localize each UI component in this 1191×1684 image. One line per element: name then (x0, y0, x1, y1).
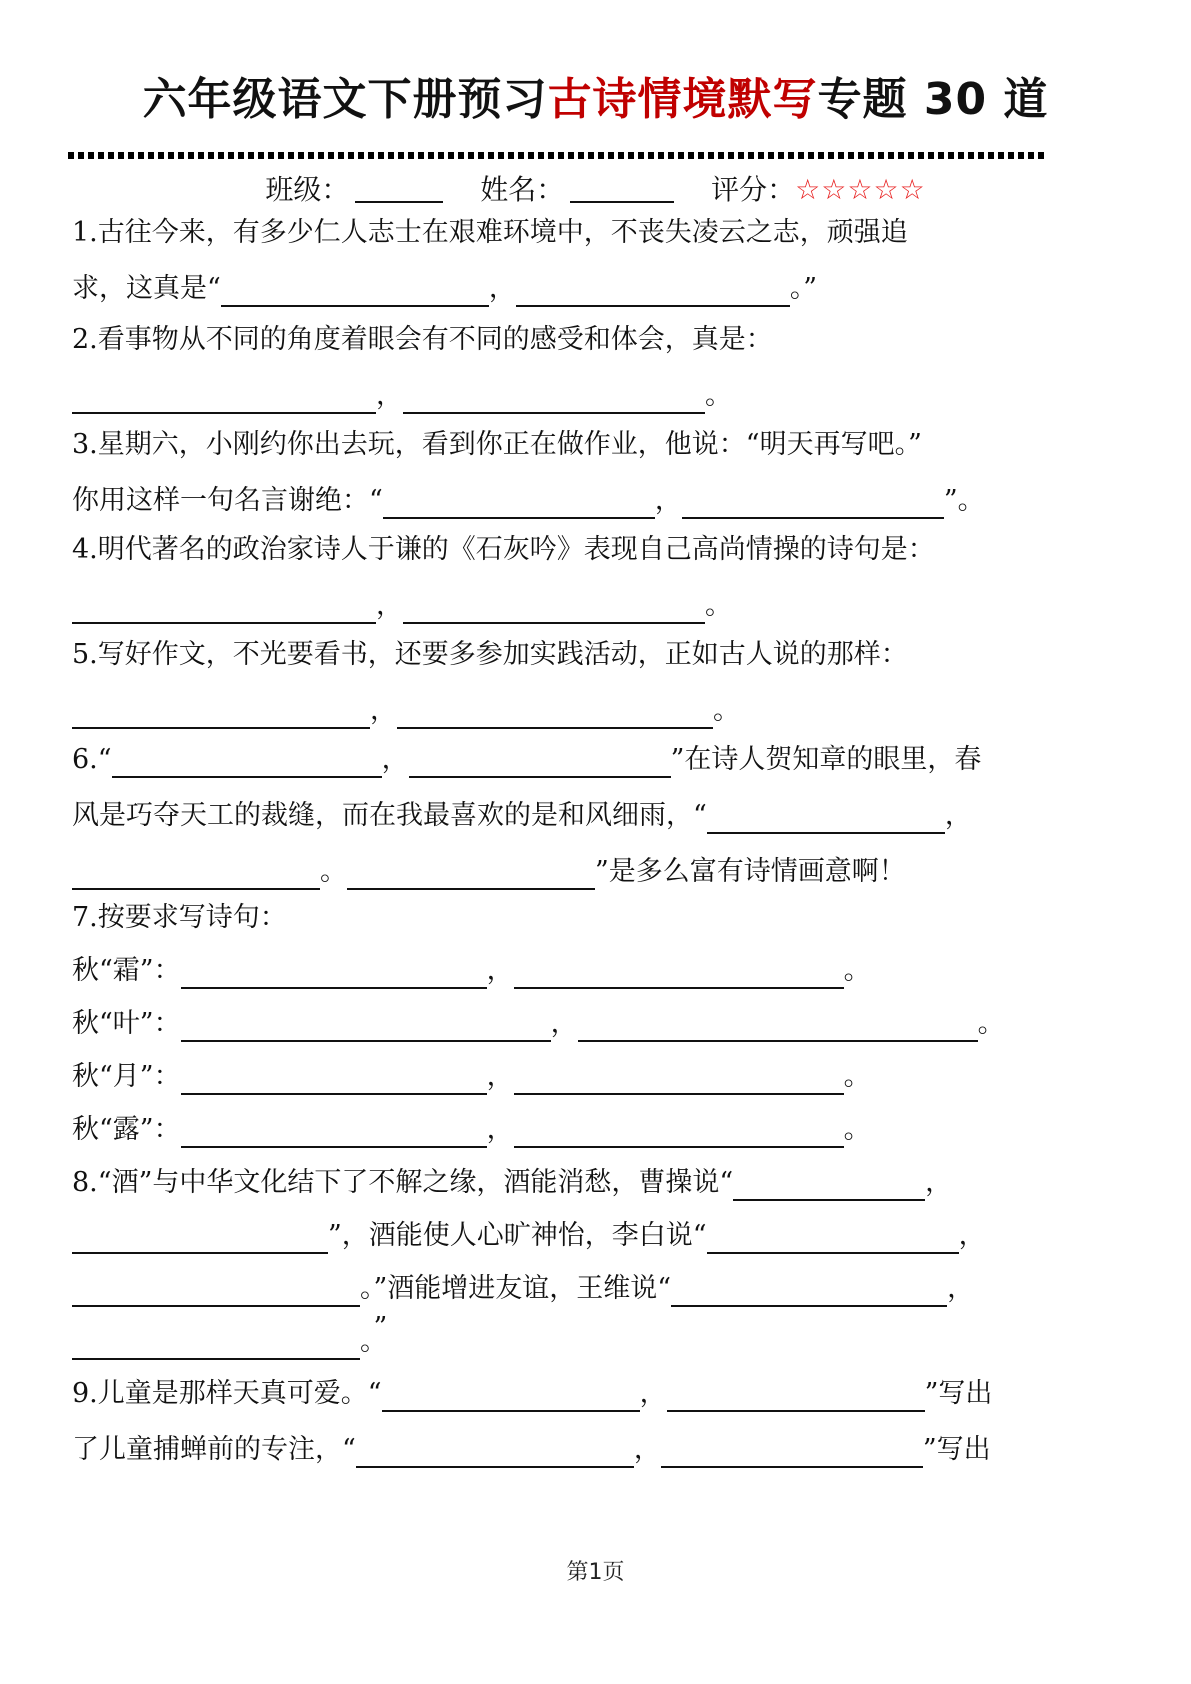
title-suffix: 专题 30 道 (817, 74, 1049, 125)
q6-line-2: 风是巧夺天工的裁缝，而在我最喜欢的是和风细雨，“ ， (72, 788, 1122, 844)
class-label: 班级： (265, 173, 350, 206)
title-highlight: 古诗情境默写 (547, 74, 818, 125)
q6-line-1: 6.“ ， ”在诗人贺知章的眼里，春 (72, 732, 1122, 788)
star-rating-icons: ☆☆☆☆☆ (795, 173, 926, 206)
q3-text: 3.星期六，小刚约你出去玩，看到你正在做作业，他说：“明天再写吧。” (72, 429, 922, 460)
q7-item-frost: 秋“霜”： ， 。 (72, 943, 1122, 996)
title-prefix: 六年级语文下册预习 (142, 74, 548, 125)
question-4 (72, 522, 1122, 634)
q7-moon-blank-2[interactable] (514, 1059, 844, 1095)
question-6 (72, 732, 1122, 900)
q2-answer-line: ， 。 (72, 368, 1122, 424)
q3-answer-line: 你用这样一句名言谢绝：“ ， ”。 (72, 473, 1122, 529)
q9-blank-4[interactable] (661, 1432, 923, 1468)
q8-blank-2[interactable] (72, 1218, 328, 1254)
q2-blank-2[interactable] (403, 378, 705, 414)
q6-blank-1[interactable] (112, 742, 382, 778)
q7-item-dew: 秋“露”： ， 。 (72, 1102, 1122, 1155)
q5-text: 5.写好作文，不光要看书，还要多参加实践活动，正如古人说的那样： (72, 639, 908, 670)
q3-blank-1[interactable] (383, 483, 655, 519)
question-1 (72, 205, 1122, 317)
q4-blank-1[interactable] (72, 588, 376, 624)
q1-blank-2[interactable] (516, 271, 790, 307)
page-title (0, 70, 1191, 130)
q4-answer-line: ， 。 (72, 578, 1122, 634)
q7-text: 7.按要求写诗句： (72, 902, 287, 933)
score-label: 评分： (711, 173, 796, 206)
q1-blank-1[interactable] (221, 271, 489, 307)
class-field (265, 170, 443, 210)
q7-dew-blank-1[interactable] (181, 1112, 487, 1148)
q5-answer-line: ， 。 (72, 683, 1122, 739)
question-7 (72, 890, 1122, 1155)
q7-leaf-blank-1[interactable] (181, 1006, 551, 1042)
q7-leaf-blank-2[interactable] (578, 1006, 978, 1042)
q9-line-2: 了儿童捕蝉前的专注，“ ， ”写出 (72, 1422, 1122, 1478)
q7-frost-blank-1[interactable] (181, 953, 487, 989)
q7-item-moon: 秋“月”： ， 。 (72, 1049, 1122, 1102)
score-field (711, 170, 926, 210)
q8-line-3: 。”酒能增进友谊，王维说“ ， (72, 1261, 1122, 1314)
q5-blank-1[interactable] (72, 693, 370, 729)
q4-text: 4.明代著名的政治家诗人于谦的《石灰吟》表现自己高尚情操的诗句是： (72, 534, 935, 565)
q6-line-3: 。 ”是多么富有诗情画意啊！ (72, 844, 1122, 900)
dotted-divider (68, 152, 1044, 159)
q3-blank-2[interactable] (682, 483, 944, 519)
name-label: 姓名： (480, 173, 565, 206)
q6-blank-3[interactable] (707, 798, 945, 834)
q8-blank-3[interactable] (707, 1218, 959, 1254)
q9-blank-1[interactable] (382, 1376, 640, 1412)
q7-moon-blank-1[interactable] (181, 1059, 487, 1095)
question-9 (72, 1366, 1122, 1478)
q6-blank-4[interactable] (72, 854, 320, 890)
q8-blank-5[interactable] (671, 1271, 947, 1307)
question-5 (72, 627, 1122, 739)
q6-blank-2[interactable] (409, 742, 671, 778)
q8-line-4: 。” (72, 1314, 1122, 1367)
q2-blank-1[interactable] (72, 378, 376, 414)
page-number: 第1页 (566, 1560, 625, 1585)
q8-blank-6[interactable] (72, 1324, 360, 1360)
q1-answer-line: 求，这真是“ ， 。” (72, 261, 1122, 317)
name-input[interactable] (570, 173, 674, 203)
q8-blank-1[interactable] (733, 1165, 925, 1201)
q9-blank-3[interactable] (356, 1432, 634, 1468)
q9-blank-2[interactable] (667, 1376, 925, 1412)
q5-blank-2[interactable] (397, 693, 713, 729)
student-info-row (0, 170, 1191, 210)
name-field (480, 170, 674, 210)
q2-text: 2.看事物从不同的角度着眼会有不同的感受和体会，真是： (72, 324, 773, 355)
question-2 (72, 312, 1122, 424)
q4-blank-2[interactable] (403, 588, 705, 624)
question-3 (72, 417, 1122, 529)
q6-blank-5[interactable] (347, 854, 595, 890)
q7-item-leaf: 秋“叶”： ， 。 (72, 996, 1122, 1049)
class-input[interactable] (355, 173, 443, 203)
q7-dew-blank-2[interactable] (514, 1112, 844, 1148)
q9-line-1: 9.儿童是那样天真可爱。“ ， ”写出 (72, 1366, 1122, 1422)
question-8 (72, 1155, 1122, 1367)
q8-line-2: ”，酒能使人心旷神怡，李白说“ ， (72, 1208, 1122, 1261)
q7-frost-blank-2[interactable] (514, 953, 844, 989)
q1-text: 1.古往今来，有多少仁人志士在艰难环境中，不丧失凌云之志，顽强追 (72, 217, 908, 248)
q8-line-1: 8.“酒”与中华文化结下了不解之缘，酒能消愁，曹操说“ ， (72, 1155, 1122, 1208)
q8-blank-4[interactable] (72, 1271, 360, 1307)
